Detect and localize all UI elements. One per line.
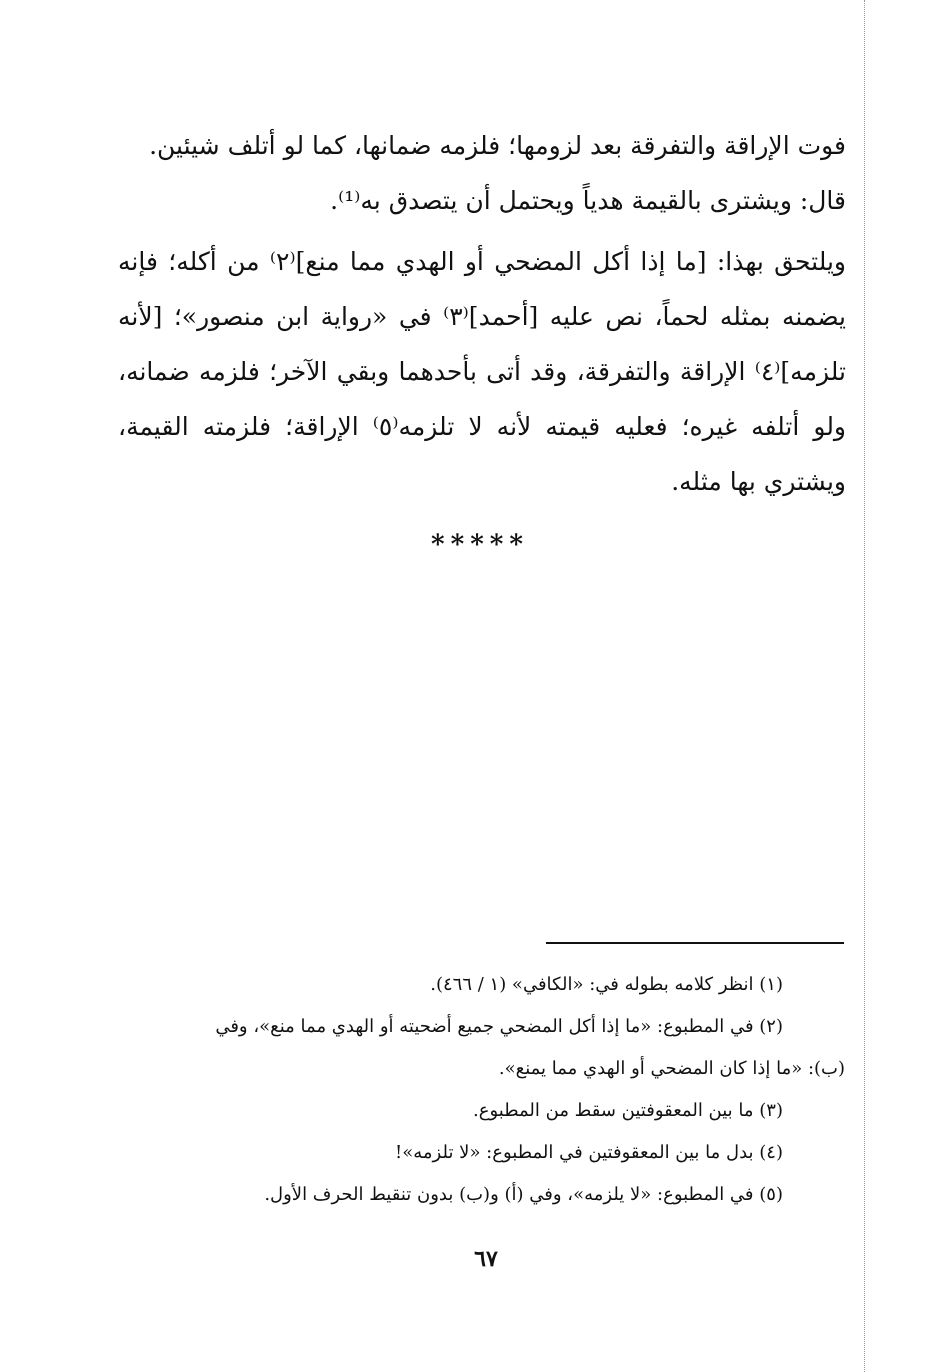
footnote-rule <box>546 942 844 944</box>
footnote-3: (٣) ما بين المعقوفتين سقط من المطبوع. <box>473 1100 783 1121</box>
main-text <box>118 118 846 509</box>
page-number: ٦٧ <box>474 1246 498 1272</box>
section-separator-stars: ***** <box>431 530 529 560</box>
page-edge-dotted-line <box>864 0 865 1372</box>
main-line-2: قال: ويشترى بالقيمة هدياً ويحتمل أن يتصدق به⁽¹⁾. <box>330 186 846 215</box>
footnote-4: (٤) بدل ما بين المعقوفتين في المطبوع: «لا تلزمه»! <box>395 1142 783 1163</box>
main-paragraph-2: ويلتحق بهذا: [ما إذا أكل المضحي أو الهدي مما منع]⁽٢⁾ من أكله؛ فإنه يضمنه بمثله لحماً، نص عليه [أحمد]⁽٣⁾ في «رواية ابن منصور»؛ [لأنه تلزمه]⁽٤⁾ الإراقة والتفرقة، وقد أتى بأحدهما وبقي الآخر؛ فلزمه ضمانه، ولو أتلفه غيره؛ فعليه قيمته لأنه لا تلزمه⁽٥⁾ الإراقة؛ فلزمته القيمة، ويشتري بها مثله. <box>118 247 847 496</box>
footnote-5: (٥) في المطبوع: «لا يلزمه»، وفي (أ) و(ب) بدون تنقيط الحرف الأول. <box>264 1184 783 1205</box>
footnote-2-continuation: (ب): «ما إذا كان المضحي أو الهدي مما يمنع». <box>498 1058 845 1079</box>
footnotes <box>118 964 845 1216</box>
main-line-1: فوت الإراقة والتفرقة بعد لزومها؛ فلزمه ضمانها، كما لو أتلف شيئين. <box>149 131 846 160</box>
footnote-2: (٢) في المطبوع: «ما إذا أكل المضحي جميع أضحيته أو الهدي مما منع»، وفي <box>215 1016 783 1037</box>
footnote-1: (١) انظر كلامه بطوله في: «الكافي» (١ / ٤٦٦). <box>430 974 783 995</box>
